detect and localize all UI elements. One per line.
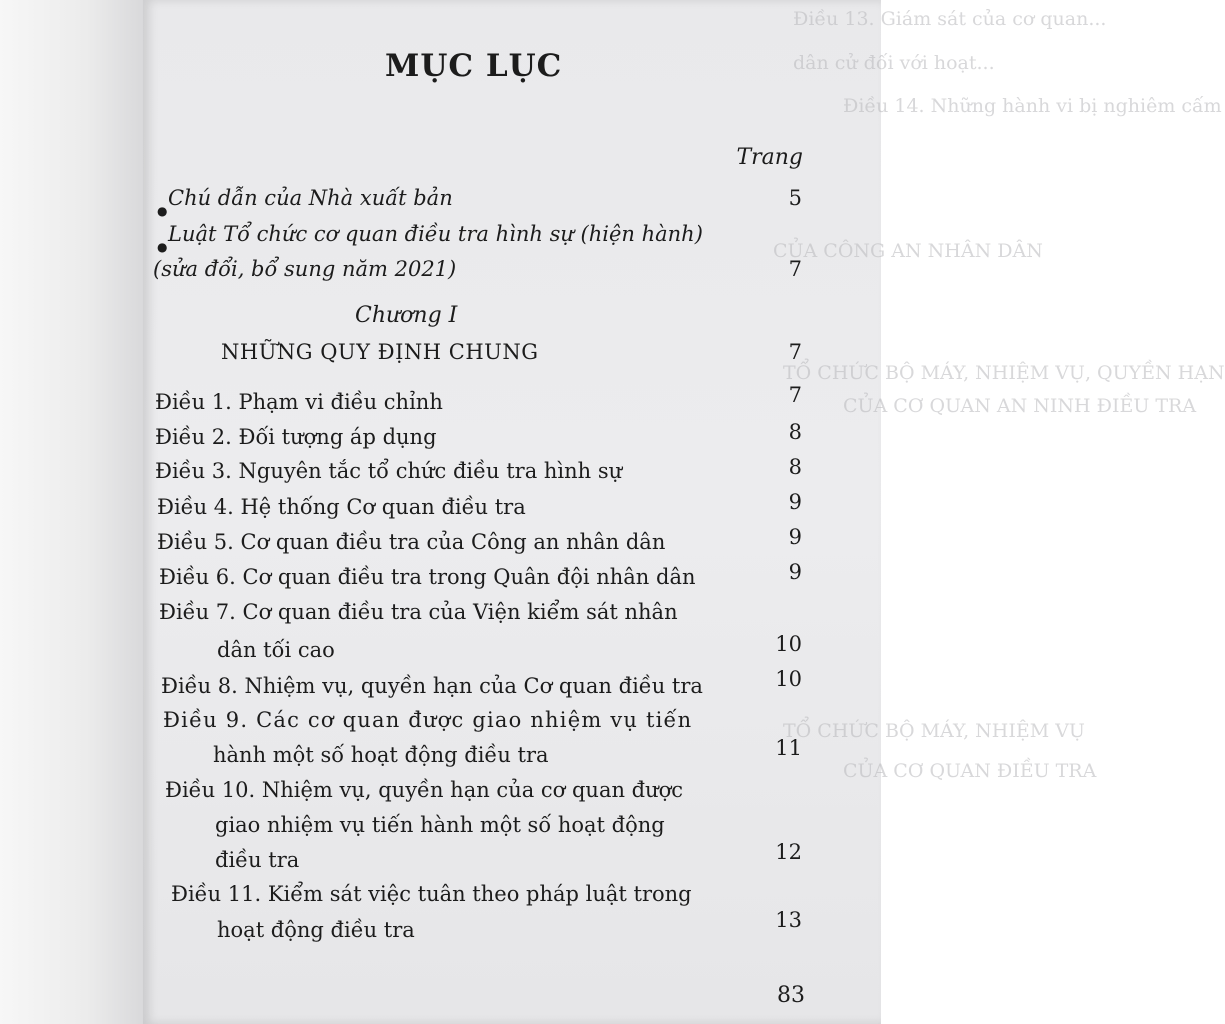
- toc-article-line: Điều 11. Kiểm sát việc tuân theo pháp luật trong: [171, 882, 692, 906]
- toc-article-line: Điều 3. Nguyên tắc tổ chức điều tra hình sự: [155, 459, 623, 483]
- show-through-text: CỦA CƠ QUAN AN NINH ĐIỀU TRA: [843, 395, 1197, 417]
- chapter-label: Chương I: [355, 303, 458, 328]
- toc-article-line: Điều 1. Phạm vi điều chỉnh: [155, 390, 443, 414]
- page-title: MỤC LỤC: [385, 48, 563, 84]
- toc-article-line: Điều 4. Hệ thống Cơ quan điều tra: [157, 495, 526, 519]
- toc-article-line: hoạt động điều tra: [217, 918, 415, 942]
- background-right: [881, 0, 1024, 1024]
- toc-entry-page: 7: [788, 257, 802, 281]
- toc-article-page: 9: [788, 490, 802, 514]
- toc-article-page: 10: [775, 667, 802, 691]
- toc-article-line: dân tối cao: [217, 638, 335, 662]
- toc-article-line: hành một số hoạt động điều tra: [213, 743, 549, 767]
- toc-article-page: 8: [788, 455, 802, 479]
- toc-entry-page: 5: [788, 186, 802, 210]
- toc-article-line: Điều 10. Nhiệm vụ, quyền hạn của cơ quan được: [165, 778, 684, 802]
- bullet-icon: ●: [157, 240, 168, 254]
- toc-article-line: Điều 9. Các cơ quan được giao nhiệm vụ tiến: [163, 708, 693, 732]
- chapter-page: 7: [788, 340, 802, 364]
- toc-entry-line: Luật Tổ chức cơ quan điều tra hình sự (hiện hành): [168, 222, 703, 246]
- toc-entry-line: (sửa đổi, bổ sung năm 2021): [153, 257, 457, 281]
- toc-article-page: 7: [788, 383, 802, 407]
- toc-article-line: Điều 5. Cơ quan điều tra của Công an nhân dân: [157, 530, 666, 554]
- toc-article-page: 11: [775, 736, 802, 760]
- show-through-text: CỦA CÔNG AN NHÂN DÂN: [773, 240, 1043, 262]
- background-left: [0, 0, 143, 1024]
- toc-article-page: 9: [788, 525, 802, 549]
- show-through-text: dân cử đối với hoạt...: [793, 52, 995, 74]
- toc-article-line: Điều 8. Nhiệm vụ, quyền hạn của Cơ quan điều tra: [161, 674, 703, 698]
- toc-entry-line: Chú dẫn của Nhà xuất bản: [168, 186, 453, 210]
- page-column-label: Trang: [736, 145, 803, 170]
- chapter-title: NHỮNG QUY ĐỊNH CHUNG: [221, 340, 539, 364]
- show-through-text: Điều 13. Giám sát của cơ quan...: [793, 8, 1107, 30]
- toc-article-page: 8: [788, 420, 802, 444]
- page-number: 83: [777, 983, 805, 1008]
- toc-article-line: điều tra: [215, 848, 300, 872]
- toc-article-line: Điều 7. Cơ quan điều tra của Viện kiểm sát nhân: [159, 600, 678, 624]
- show-through-text: Điều 14. Những hành vi bị nghiêm cấm: [843, 95, 1222, 117]
- toc-article-page: 13: [775, 908, 802, 932]
- toc-article-line: Điều 6. Cơ quan điều tra trong Quân đội nhân dân: [159, 565, 696, 589]
- toc-article-line: giao nhiệm vụ tiến hành một số hoạt động: [215, 813, 665, 837]
- toc-article-page: 12: [775, 840, 802, 864]
- book-page: [143, 0, 1225, 1024]
- toc-article-page: 9: [788, 560, 802, 584]
- show-through-text: CỦA CƠ QUAN ĐIỀU TRA: [843, 760, 1097, 782]
- toc-article-line: Điều 2. Đối tượng áp dụng: [155, 425, 437, 449]
- show-through-text: TỔ CHỨC BỘ MÁY, NHIỆM VỤ, QUYỀN HẠN: [783, 362, 1225, 384]
- toc-article-page: 10: [775, 632, 802, 656]
- bullet-icon: ●: [157, 204, 168, 218]
- show-through-text: TỔ CHỨC BỘ MÁY, NHIỆM VỤ: [783, 720, 1085, 742]
